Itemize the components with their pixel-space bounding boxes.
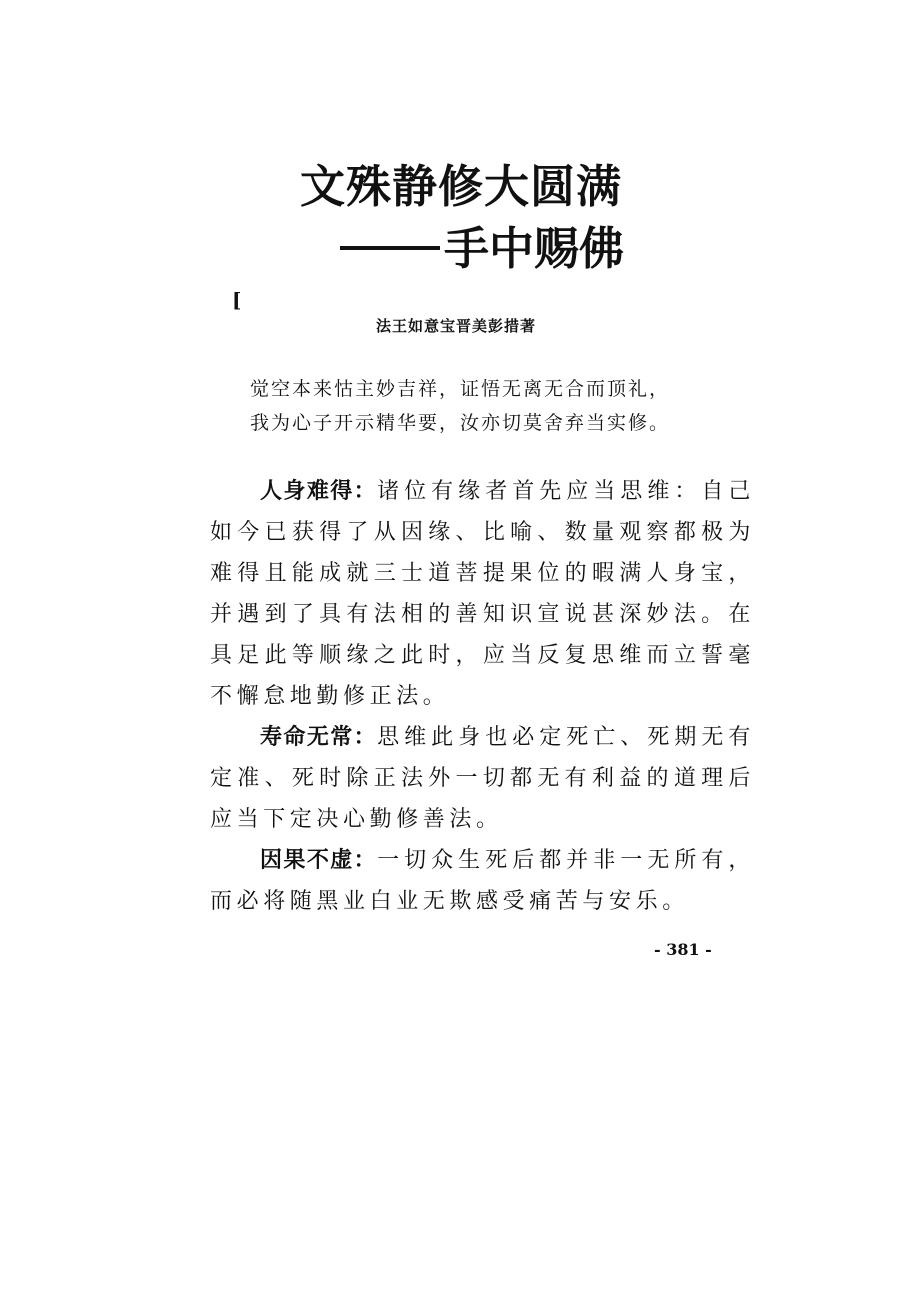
verse-line: 我为心子开示精华要，汝亦切莫舍弃当实修。	[250, 412, 671, 434]
paragraph-heading: 寿命无常：	[260, 725, 378, 750]
em-dash-rule	[340, 246, 440, 250]
body-text	[210, 471, 755, 922]
paragraph-text: 诸位有缘者首先应当思维：自己如今已获得了从因缘、比喻、数量观察都极为难得且能成就三士道菩提果位的暇满人身宝，并遇到了具有法相的善知识宣说甚深妙法。在具足此等顺缘之此时，应当反复思维而立誓毫不懈怠地勤修正法。	[210, 479, 755, 709]
paragraph-precious-human-birth	[210, 471, 755, 717]
page-title: 文殊静修大圆满	[300, 160, 623, 213]
paragraph-text: 思维此身也必定死亡、死期无有定准、死时除正法外一切都无有利益的道理后应当下定决心勤修善法。	[210, 725, 755, 832]
page-subtitle	[340, 220, 624, 278]
page-number: - 381 -	[654, 940, 712, 959]
opening-verse	[250, 372, 720, 440]
paragraph-karma	[210, 840, 755, 922]
paragraph-heading: 因果不虚：	[260, 848, 378, 873]
subtitle-text: 手中赐佛	[444, 222, 625, 275]
author-line: 法王如意宝晋美彭措著	[376, 317, 537, 335]
paragraph-impermanence	[210, 717, 755, 840]
bracket-mark: [	[232, 288, 242, 312]
verse-line: 觉空本来怙主妙吉祥，证悟无离无合而顶礼，	[250, 378, 671, 400]
paragraph-text: 一切众生死后都并非一无所有，而必将随黑业白业无欺感受痛苦与安乐。	[210, 848, 755, 914]
paragraph-heading: 人身难得：	[260, 479, 378, 504]
